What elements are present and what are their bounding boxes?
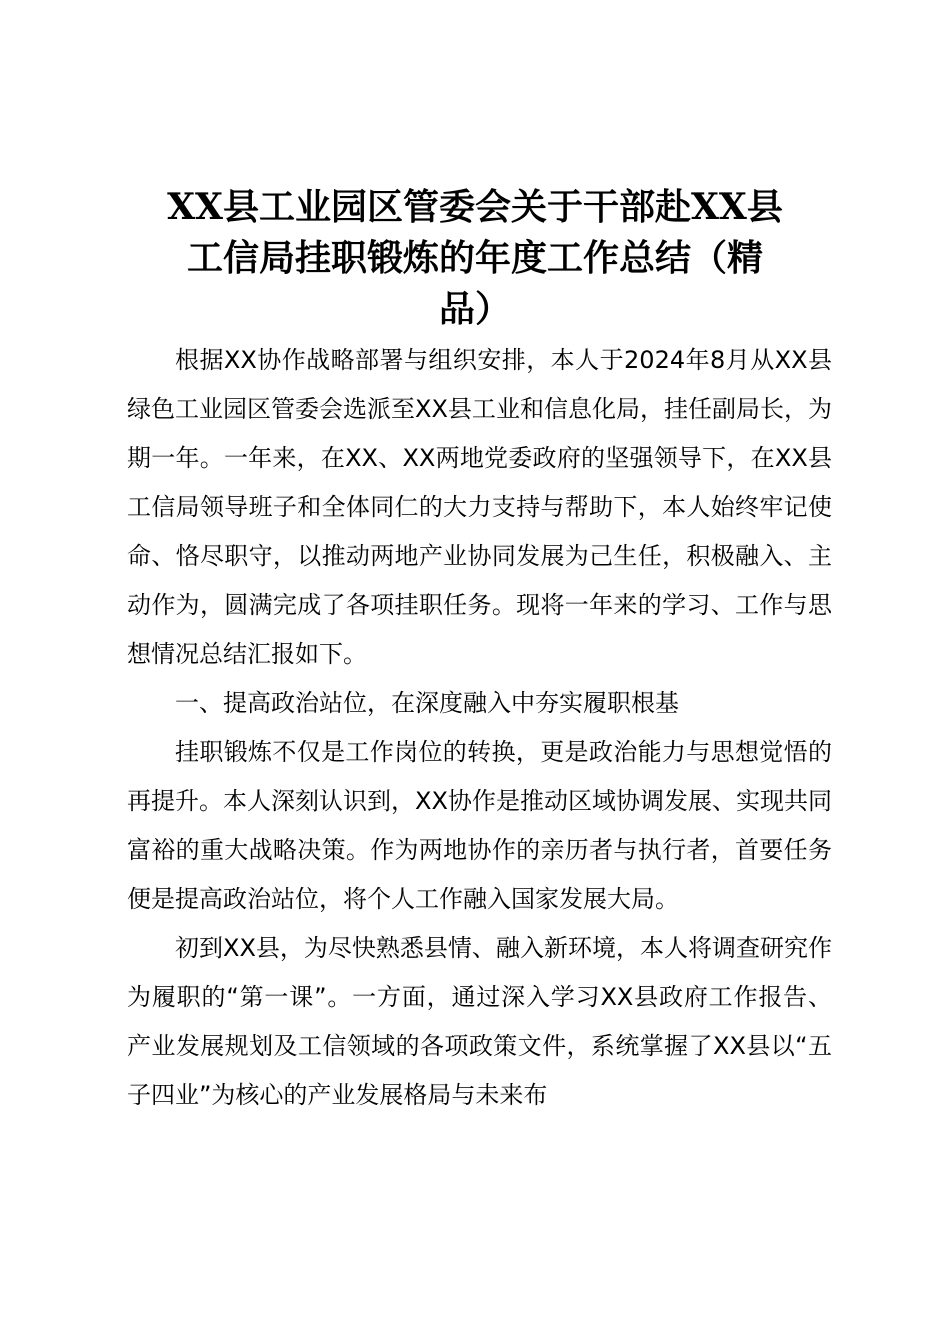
- section-1-paragraph-1: 挂职锻炼不仅是工作岗位的转换，更是政治能力与思想觉悟的再提升。本人深刻认识到，XX协作是推动区域协调发展、实现共同富裕的重大战略决策。作为两地协作的亲历者与执行者，首要任务便是提高政治站位，将个人工作融入国家发展大局。: [127, 738, 832, 913]
- title-line-2: 工信局挂职锻炼的年度工作总结（精: [186, 237, 763, 279]
- section-heading-1: 一、提高政治站位，在深度融入中夯实履职根基: [175, 689, 679, 717]
- document-title: [110, 182, 840, 335]
- intro-paragraph: 根据XX协作战略部署与组织安排，本人于2024年8月从XX县绿色工业园区管委会选派至XX县工业和信息化局，挂任副局长，为期一年。一年来，在XX、XX两地党委政府的坚强领导下，在XX县工信局领导班子和全体同仁的大力支持与帮助下，本人始终牢记使命、恪尽职守，以推动两地产业协同发展为己生任，积极融入、主动作为，圆满完成了各项挂职任务。现将一年来的学习、工作与思想情况总结汇报如下。: [127, 346, 832, 668]
- document-body: [127, 336, 832, 1120]
- title-line-1: XX县工业园区管委会关于干部赴XX县: [167, 186, 783, 228]
- title-line-3: 品）: [438, 288, 511, 330]
- section-1-paragraph-2: 初到XX县，为尽快熟悉县情、融入新环境，本人将调查研究作为履职的“第一课”。一方面，通过深入学习XX县政府工作报告、产业发展规划及工信领域的各项政策文件，系统掌握了XX县以“五子四业”为核心的产业发展格局与未来布: [127, 934, 832, 1109]
